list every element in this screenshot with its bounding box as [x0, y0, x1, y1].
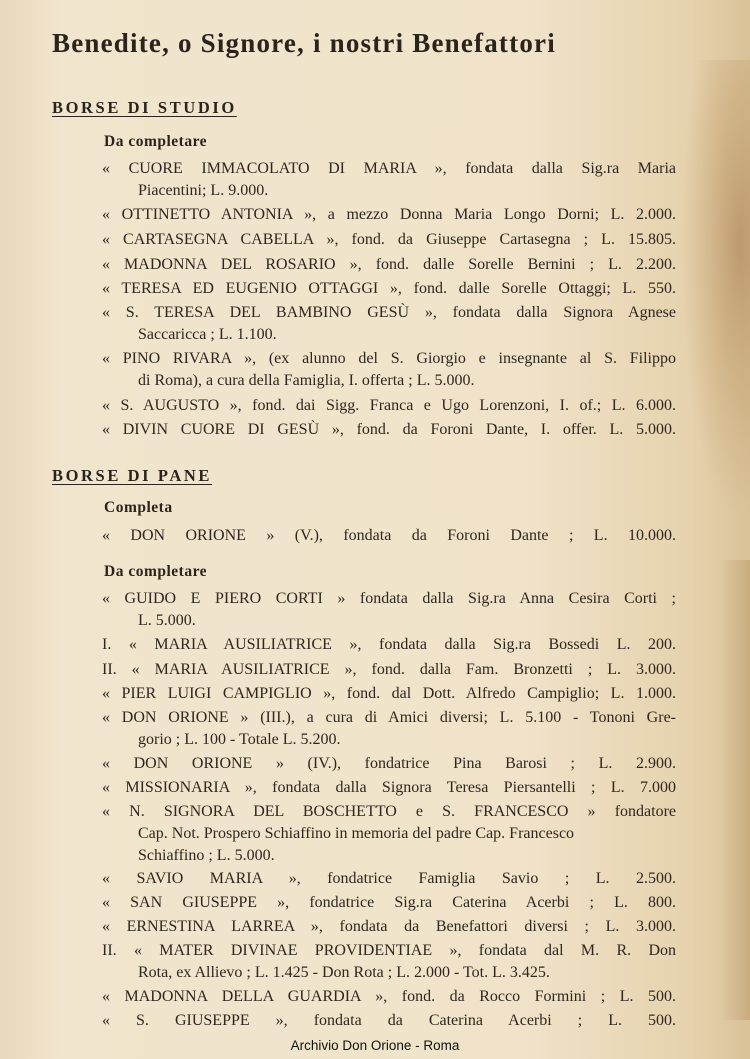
entry-line: « N. SIGNORA DEL BOSCHETTO e S. FRANCESCO » fondatore [102, 803, 676, 820]
entry-line-continued: gorio ; L. 100 - Totale L. 5.200. [138, 731, 341, 748]
list-item [102, 158, 676, 202]
entry-line: « DON ORIONE » (IV.), fondatrice Pina Barosi ; L. 2.900. [102, 755, 676, 772]
list-item [102, 753, 676, 775]
list-item [102, 348, 676, 392]
entry-line: « CUORE IMMACOLATO DI MARIA », fondata dalla Sig.ra Maria [102, 160, 676, 177]
entry-line: « PIER LUIGI CAMPIGLIO », fond. dal Dott. Alfredo Campiglio; L. 1.000. [102, 685, 676, 702]
list-item [102, 229, 676, 251]
list-item [102, 204, 676, 226]
archive-watermark-text: Archivio Don Orione - Roma [290, 1038, 460, 1053]
list-item [102, 707, 676, 751]
list-item [102, 916, 676, 938]
entry-line-continued: Rota, ex Allievo ; L. 1.425 - Don Rota ; L. 2.000 - Tot. L. 3.425. [138, 964, 550, 981]
entry-line: « OTTINETTO ANTONIA », a mezzo Donna Maria Longo Dorni; L. 2.000. [102, 206, 676, 223]
entry-line-continued: L. 5.000. [138, 612, 196, 629]
list-item [102, 986, 676, 1008]
page-title: Benedite, o Signore, i nostri Benefattori [52, 28, 556, 58]
list-item [102, 395, 676, 417]
entry-line-continued: di Roma), a cura della Famiglia, I. offerta ; L. 5.000. [138, 372, 475, 389]
list-item [102, 419, 676, 441]
entry-line: « MADONNA DEL ROSARIO », fond. dalle Sorelle Bernini ; L. 2.200. [102, 256, 676, 273]
entry-line: I. « MARIA AUSILIATRICE », fondata dalla Sig.ra Bossedi L. 200. [102, 636, 676, 653]
section-heading-borse-di-pane: BORSE DI PANE [52, 466, 213, 485]
entry-line-continued: Cap. Not. Prospero Schiaffino in memoria del padre Cap. Francesco [138, 825, 575, 842]
subheading-da-completare: Da completare [104, 133, 208, 150]
entry-line: « S. AUGUSTO », fond. dai Sigg. Franca e Ugo Lorenzoni, I. of.; L. 6.000. [102, 397, 676, 414]
subheading-completa: Completa [104, 499, 173, 516]
list-item [102, 892, 676, 914]
entry-line: II. « MARIA AUSILIATRICE », fond. dalla Fam. Bronzetti ; L. 3.000. [102, 661, 676, 678]
entry-line-continued: Piacentini; L. 9.000. [138, 182, 269, 199]
entry-line-continued: Schiaffino ; L. 5.000. [138, 847, 275, 864]
entry-line: « S. TERESA DEL BAMBINO GESÙ », fondata dalla Signora Agnese [102, 304, 676, 321]
list-item [102, 254, 676, 276]
list-item [102, 940, 676, 984]
entry-line: « SAN GIUSEPPE », fondatrice Sig.ra Caterina Acerbi ; L. 800. [102, 894, 676, 911]
entry-line: « CARTASEGNA CABELLA », fond. da Giuseppe Cartasegna ; L. 15.805. [102, 231, 676, 248]
entry-line: « MISSIONARIA », fondata dalla Signora Teresa Piersantelli ; L. 7.000 [102, 779, 676, 796]
section-heading-borse-di-studio: BORSE DI STUDIO [52, 98, 237, 117]
entry-line: « PINO RIVARA », (ex alunno del S. Giorgio e insegnante al S. Filippo [102, 350, 676, 367]
entry-line: II. « MATER DIVINAE PROVIDENTIAE », fondata dal M. R. Don [102, 942, 676, 959]
entry-line: « DON ORIONE » (V.), fondata da Foroni Dante ; L. 10.000. [102, 527, 676, 544]
entry-line: « TERESA ED EUGENIO OTTAGGI », fond. dalle Sorelle Ottaggi; L. 550. [102, 280, 676, 297]
list-item [102, 525, 676, 547]
entry-line: « S. GIUSEPPE », fondata da Caterina Acerbi ; L. 500. [102, 1012, 676, 1029]
entry-line-continued: Saccaricca ; L. 1.100. [138, 326, 277, 343]
list-item [102, 777, 676, 799]
entry-line: « DIVIN CUORE DI GESÙ », fond. da Foroni Dante, I. offer. L. 5.000. [102, 421, 676, 438]
list-item [102, 1010, 676, 1032]
list-item [102, 302, 676, 346]
list-item [102, 659, 676, 681]
entry-line: « DON ORIONE » (III.), a cura di Amici diversi; L. 5.100 - Tononi Gre- [102, 709, 676, 726]
subheading-da-completare: Da completare [104, 563, 208, 580]
list-item [102, 634, 676, 656]
archive-watermark [0, 1038, 750, 1053]
entry-line: « SAVIO MARIA », fondatrice Famiglia Savio ; L. 2.500. [102, 870, 676, 887]
list-item [102, 868, 676, 890]
entry-line: « GUIDO E PIERO CORTI » fondata dalla Sig.ra Anna Cesira Corti ; [102, 590, 676, 607]
list-item [102, 278, 676, 300]
entry-line: « MADONNA DELLA GUARDIA », fond. da Rocco Formini ; L. 500. [102, 988, 676, 1005]
list-item [102, 588, 676, 632]
list-item [102, 801, 676, 867]
entry-line: « ERNESTINA LARREA », fondata da Benefattori diversi ; L. 3.000. [102, 918, 676, 935]
list-item [102, 683, 676, 705]
